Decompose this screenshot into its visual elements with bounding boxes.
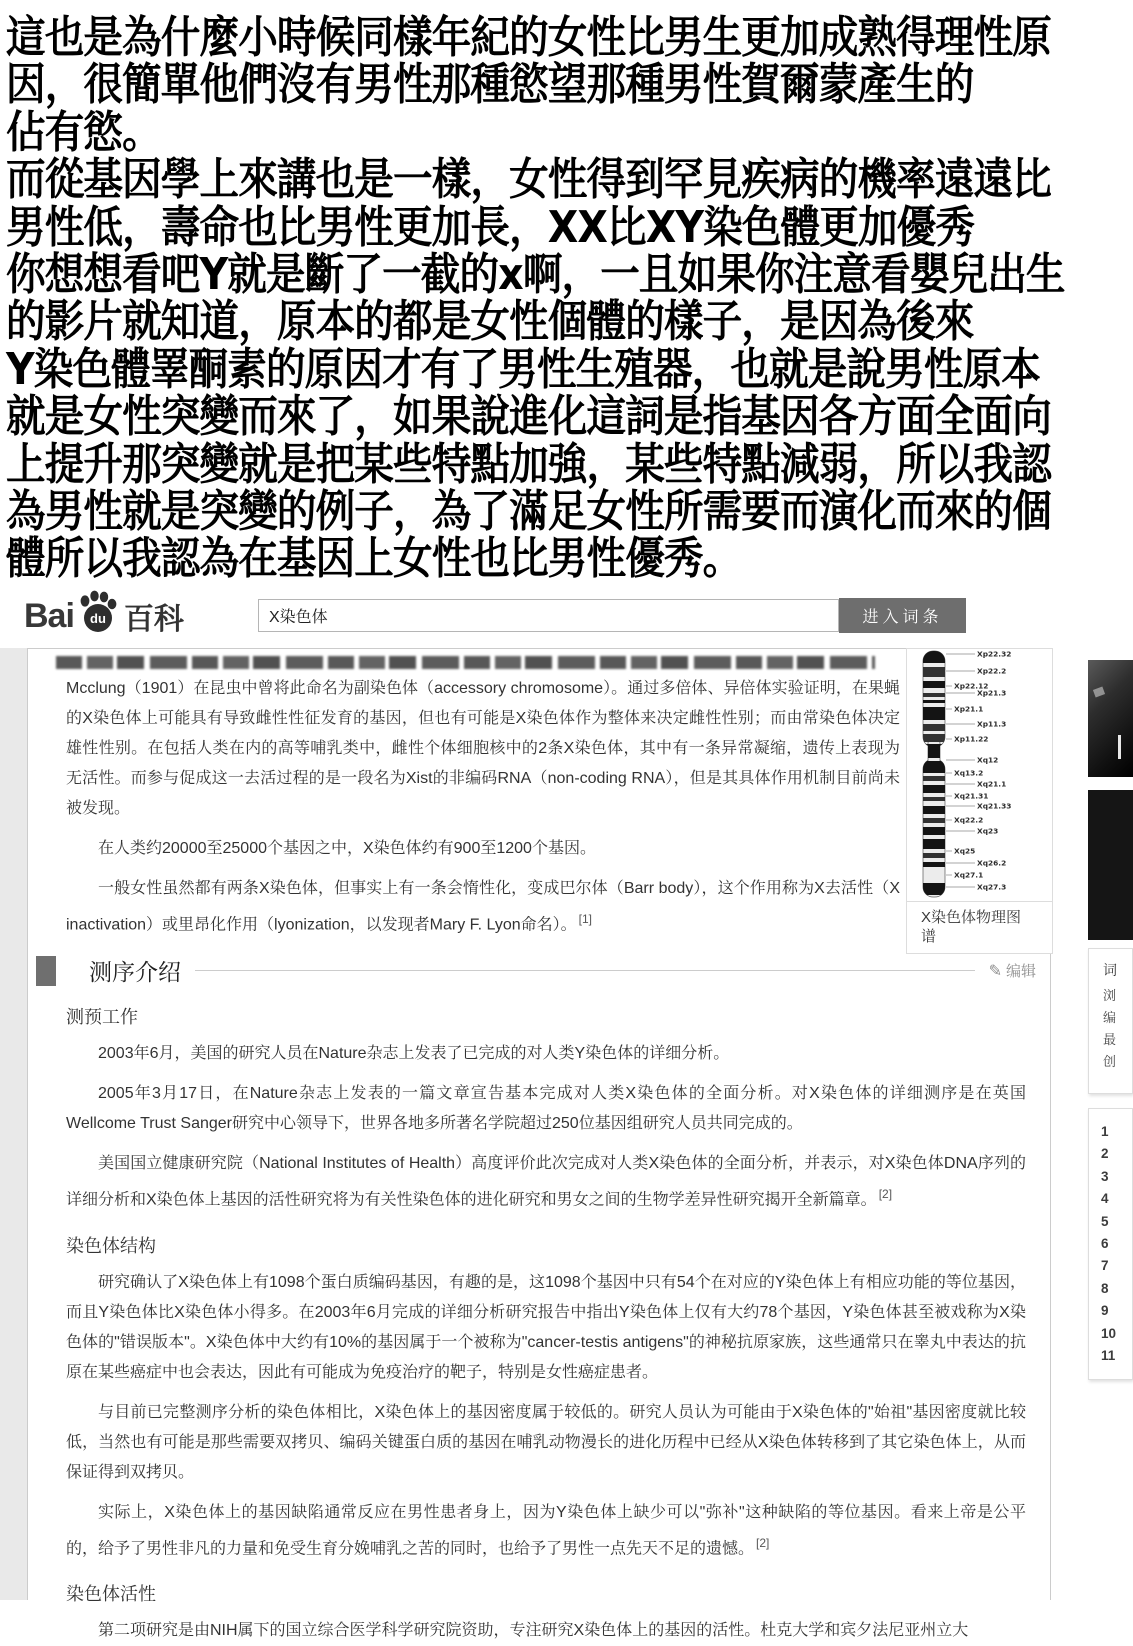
toc-item-number[interactable]: 3 <box>1101 1168 1109 1184</box>
toc-item-number[interactable]: 4 <box>1101 1191 1109 1207</box>
page-gutter <box>0 648 27 1600</box>
top-text-line: 因，很簡單他們沒有男性那種慾望那種男性賀爾蒙產生的 <box>6 59 974 111</box>
edit-link[interactable] <box>989 960 1036 981</box>
top-text-line: 體所以我認為在基因上女性也比男性優秀。 <box>6 533 742 585</box>
stat-fragment: 最 <box>1103 1032 1117 1047</box>
chromosome-band-label: Xq12 <box>977 755 999 765</box>
toc-item-number[interactable]: 8 <box>1101 1280 1109 1296</box>
stat-fragment: 词 <box>1103 962 1117 978</box>
chromosome-band-label: Xq27.1 <box>954 870 984 880</box>
clipped-text-band <box>56 656 875 669</box>
stat-fragment: 浏 <box>1103 988 1117 1003</box>
toc-item-number[interactable]: 6 <box>1101 1236 1109 1252</box>
chromosome-band-label: Xq21.31 <box>954 791 989 801</box>
chromosome-band-label: Xp21.1 <box>954 704 984 714</box>
chromosome-ideogram <box>907 649 1052 901</box>
baike-search-bar <box>0 588 1133 648</box>
chromosome-band-label: Xq22.2 <box>954 815 984 825</box>
top-text-block <box>6 14 1133 583</box>
top-text-line: 你想想看吧Y就是斷了一截的x啊，一且如果你注意看嬰兒出生 <box>6 249 1065 301</box>
chromosome-band-label: Xq26.2 <box>977 858 1007 868</box>
article-paragraph: 实际上，X染色体上的基因缺陷通常反应在男性患者身上，因为Y染色体上缺少可以"弥补"这种缺陷的等位基因。看来上帝是公平的，给予了男性非凡的力量和免受生育分娩哺乳之苦的同时，也给予了男性一点先天不足的遗憾。 [2] <box>66 1503 1026 1557</box>
top-text-line: 佔有慾。 <box>6 106 161 158</box>
logo-baike-text: 百科 <box>123 603 184 636</box>
edit-label: 编辑 <box>1005 963 1036 981</box>
logo-bai-text: Bai <box>24 596 74 635</box>
article-paragraph: 一般女性虽然都有两条X染色体，但事实上有一条会惰性化，变成巴尔体（Barr body），这个作用称为X去活性（X inactivation）或里昂化作用（lyonization，以发现者Mary F. Lyon命名）。 [1] <box>66 880 900 934</box>
top-text-line: 為男性就是突變的例子，為了滿足女性所需要而演化而來的個 <box>6 486 1051 538</box>
reference-link[interactable]: [1] <box>578 912 592 926</box>
chromosome-band-label: Xp22.32 <box>977 649 1012 659</box>
stat-fragment: 编 <box>1103 1010 1117 1025</box>
chromosome-band-label: Xp11.3 <box>977 719 1007 729</box>
top-text-line: 就是女性突變而來了，如果說進化這詞是指基因各方面全面向 <box>6 391 1051 443</box>
article-paragraph: 第二项研究是由NIH属下的国立综合医学科学研究院资助，专注研究X染色体上的基因的活性。杜克大学和宾夕法尼亚州立大 <box>98 1621 969 1639</box>
article-paragraph: 与目前已完整测序分析的染色体相比，X染色体上的基因密度属于较低的。研究人员认为可能由于X染色体的"始祖"基因密度就比较低，当然也有可能是那些需要双拷贝、编码关键蛋白质的基因在哺乳动物漫长的进化历程中已经从X染色体转移到了其它染色体上，从而保证得到双拷贝。 <box>66 1403 1026 1481</box>
baidu-paw-icon <box>75 589 121 637</box>
subsection-title: 染色体活性 <box>66 1583 156 1604</box>
search-input[interactable] <box>258 599 839 632</box>
pencil-icon: ✎ <box>988 962 1002 980</box>
enter-entry-button[interactable]: 进入词条 <box>839 598 966 633</box>
subsection-title: 测预工作 <box>66 1007 138 1028</box>
chromosome-band-label: Xp22.2 <box>977 666 1007 676</box>
top-text-line: 這也是為什麼小時候同樣年紀的女性比男生更加成熟得理性原 <box>6 12 1051 63</box>
chromosome-band-label: Xp11.22 <box>954 734 989 744</box>
toc-item-number[interactable]: 9 <box>1101 1303 1109 1319</box>
article-content <box>27 648 1051 1639</box>
chromosome-band-label: Xq23 <box>977 826 999 836</box>
article-paragraph: 研究确认了X染色体上有1098个蛋白质编码基因，有趣的是，这1098个基因中只有54个在对应的Y染色体上有相应功能的等位基因，而且Y染色体比X染色体小得多。在2003年6月完成的详细分析研究报告中指出Y染色体上仅有大约78个基因，Y染色体甚至被戏称为X染色体的"错误版本"。X染色体中大约有10%的基因属于一个被称为"cancer-testis antigens"的神秘抗原家族，这些通常只在睾丸中表达的抗原在某些癌症中也会表达，因此有可能成为免疫治疗的靶子，特别是女性癌症患者。 <box>66 1273 1026 1381</box>
top-text-line: 男性低，壽命也比男性更加長，XX比XY染色體更加優秀 <box>6 201 975 253</box>
chromosome-band-label: Xp21.3 <box>977 688 1007 698</box>
article-paragraph: 美国国立健康研究院（National Institutes of Health）高度评价此次完成对人类X染色体的全面分析，并表示，对X染色体DNA序列的详细分析和X染色体上基因的活性研究将为有关性染色体的进化研究和男女之间的生物学差异性研究揭开全新篇章。 [2] <box>66 1155 1026 1209</box>
sidebar-stat-card <box>1088 948 1133 1094</box>
toc-item-number[interactable]: 5 <box>1101 1213 1109 1229</box>
toc-item-number[interactable]: 10 <box>1101 1325 1117 1341</box>
chromosome-band-label: Xq21.1 <box>977 779 1007 789</box>
physical-map-figure[interactable] <box>906 648 1053 954</box>
chromosome-band-label: Xq25 <box>954 846 976 856</box>
top-text-line: 的影片就知道，原本的都是女性個體的樣子，是因為後來 <box>6 296 974 348</box>
logo-du-text: du <box>89 611 106 626</box>
toc-item-number[interactable]: 11 <box>1101 1348 1116 1364</box>
reference-link[interactable]: [2] <box>878 1187 893 1202</box>
stat-fragment: 创 <box>1103 1054 1117 1069</box>
top-text-line: 而從基因學上來講也是一樣，女性得到罕見疾病的機率遠遠比 <box>6 154 1051 206</box>
article-paragraph: 2003年6月，美国的研究人员在Nature杂志上发表了已完成的对人类Y染色体的详细分析。 <box>98 1045 730 1063</box>
toc-item-number[interactable]: 2 <box>1101 1146 1109 1162</box>
section-heading-row <box>36 954 1036 987</box>
chromosome-band-label: Xq13.2 <box>954 768 984 778</box>
reference-link[interactable]: [2] <box>756 1535 770 1550</box>
top-text-line: 上提升那突變就是把某些特點加強，某些特點減弱，所以我認 <box>6 438 1051 490</box>
section-heading-rule <box>195 970 975 971</box>
sidebar-image-thumbnail[interactable] <box>1088 790 1133 940</box>
chromosome-band-label: Xq27.3 <box>977 882 1007 892</box>
article-paragraph: 在人类约20000至25000个基因之中，X染色体约有900至1200个基因。 <box>98 840 596 857</box>
top-text-line: Y染色體睪酮素的原因才有了男性生殖器，也就是說男性原本 <box>6 343 1040 395</box>
baidu-baike-logo[interactable] <box>24 592 184 640</box>
section-title: 测序介绍 <box>89 959 181 986</box>
section-heading-marker <box>36 956 56 986</box>
article-paragraph: Mcclung（1901）在昆虫中曾将此命名为副染色体（accessory chromosome）。通过多倍体、异倍体实验证明，在果蝇的X染色体上可能具有导致雌性性征发育的基因，但也有可能是X染色体作为整体来决定雌性性别；而由常染色体决定雄性性别。在包括人类在内的高等哺乳类中，雌性个体细胞核中的2条X染色体，其中有一条异常凝缩，遗传上表现为无活性。而参与促成这一去活过程的是一段名为Xist的非编码RNA（non-coding RNA），但是其具体作用机制目前尚未被发现。 <box>66 680 900 817</box>
thumbnail-highlight-bar <box>1118 735 1121 759</box>
chromosome-band-label: Xq21.33 <box>977 801 1012 811</box>
thumbnail-highlight <box>1093 687 1105 698</box>
subsection-title: 染色体结构 <box>66 1235 156 1256</box>
sidebar-video-thumbnail[interactable] <box>1088 660 1133 777</box>
sidebar-toc-card <box>1088 1108 1133 1380</box>
chromosome-band-label: Xp22.12 <box>954 681 989 691</box>
article-paragraph: 2005年3月17日，在Nature杂志上发表的一篇文章宣告基本完成对人类X染色体的全面分析。对X染色体的详细测序是在英国Wellcome Trust Sanger研究中心领导下，世界各地多所著名学院超过250位基因组研究人员共同完成的。 <box>66 1085 1026 1133</box>
toc-item-number[interactable]: 1 <box>1101 1124 1109 1139</box>
figure-caption: X染色体物理图谱 <box>907 901 1052 950</box>
toc-item-number[interactable]: 7 <box>1101 1258 1109 1274</box>
